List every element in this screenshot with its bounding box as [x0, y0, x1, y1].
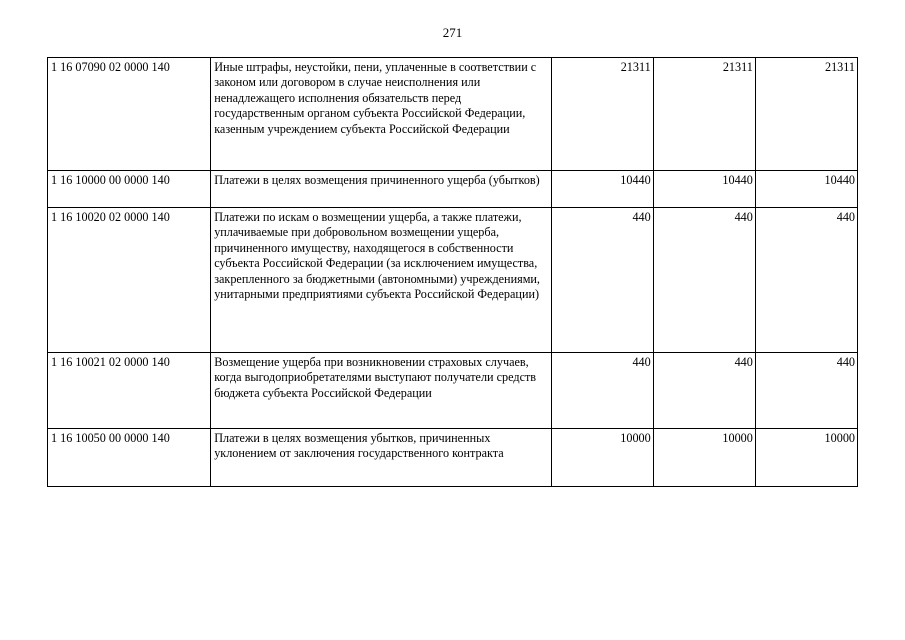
value-cell: 10000 [755, 429, 857, 487]
table-row [48, 429, 858, 487]
table-row [48, 58, 858, 171]
table-row [48, 171, 858, 208]
revenue-code: 1 16 10000 00 0000 140 [48, 171, 211, 208]
revenue-name: Платежи в целях возмещения убытков, причиненных уклонением от заключения государственного контракта [211, 429, 551, 487]
value-cell: 10440 [755, 171, 857, 208]
revenue-code: 1 16 10020 02 0000 140 [48, 208, 211, 353]
budget-revenue-table [47, 57, 858, 487]
value-cell: 440 [653, 353, 755, 429]
table-row [48, 208, 858, 353]
value-cell: 440 [755, 353, 857, 429]
value-cell: 10440 [653, 171, 755, 208]
revenue-code: 1 16 07090 02 0000 140 [48, 58, 211, 171]
revenue-code: 1 16 10050 00 0000 140 [48, 429, 211, 487]
revenue-name: Платежи в целях возмещения причиненного ущерба (убытков) [211, 171, 551, 208]
value-cell: 21311 [653, 58, 755, 171]
value-cell: 10000 [653, 429, 755, 487]
value-cell: 10440 [551, 171, 653, 208]
page-number: 271 [442, 25, 463, 40]
revenue-name: Возмещение ущерба при возникновении страховых случаев, когда выгодоприобретателями выступают получатели средств бюджета субъекта Российской Федерации [211, 353, 551, 429]
table-row [48, 353, 858, 429]
value-cell: 440 [551, 353, 653, 429]
value-cell: 21311 [755, 58, 857, 171]
value-cell: 440 [653, 208, 755, 353]
value-cell: 440 [551, 208, 653, 353]
revenue-code: 1 16 10021 02 0000 140 [48, 353, 211, 429]
value-cell: 440 [755, 208, 857, 353]
value-cell: 21311 [551, 58, 653, 171]
revenue-name: Иные штрафы, неустойки, пени, уплаченные в соответствии с законом или договором в случае неисполнения или ненадлежащего исполнения обязательств перед государственным органом субъекта Российской Федерации, казенным учреждением субъекта Российской Федерации [211, 58, 551, 171]
revenue-name: Платежи по искам о возмещении ущерба, а также платежи, уплачиваемые при добровольном возмещении ущерба, причиненного имуществу, находящегося в собственности субъекта Российской Федерации (за исключением имущества, закрепленного за бюджетными (автономными) учреждениями, унитарными предприятиями субъекта Российской Федерации) [211, 208, 551, 353]
value-cell: 10000 [551, 429, 653, 487]
